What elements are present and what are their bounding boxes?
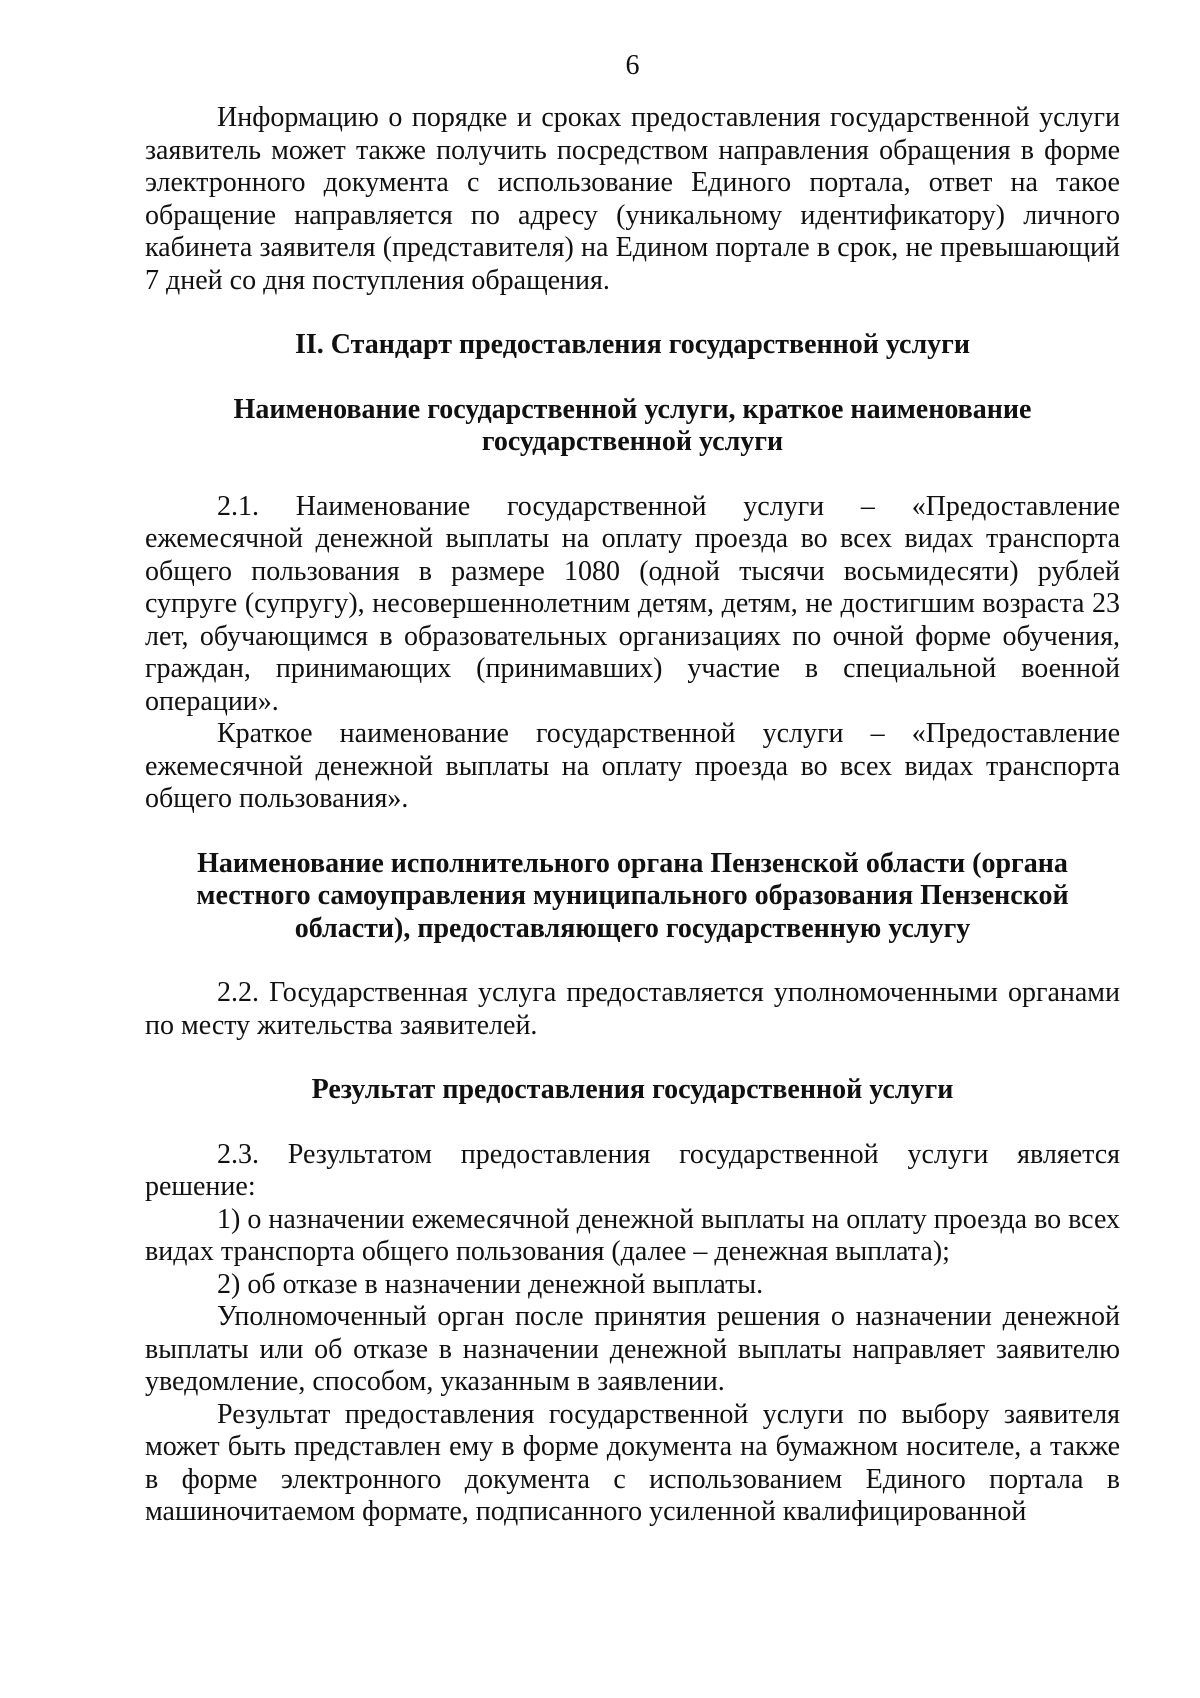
spacer — [145, 1042, 1120, 1074]
spacer — [145, 297, 1120, 329]
paragraph-2-1: 2.1. Наименование государственной услуги – «Предоставление ежемесячной денежной выплаты на оплату проезда во всех видах транспорта общего пользования в размере 1080 (одной тысячи восьмидесяти) рублей супруге (супругу), несовершеннолетним детям, детям, не достигшим возраста 23 лет, обучающимся в образовательных организациях по очной форме обучения, граждан, принимающих (принимавших) участие в специальной военной операции». — [145, 490, 1120, 717]
spacer — [145, 459, 1120, 491]
spacer — [145, 1107, 1120, 1139]
page-number: 6 — [625, 50, 640, 81]
subheading-service-result: Результат предоставления государственной услуги — [311, 1074, 954, 1105]
list-item-decision-refusal: 2) об отказе в назначении денежной выплаты. — [217, 1268, 764, 1300]
list-item-decision-grant: 1) о назначении ежемесячной денежной выплаты на оплату проезда во всех видах транспорта общего пользования (далее – денежная выплата); — [145, 1203, 1120, 1267]
paragraph-notification: Уполномоченный орган после принятия решения о назначении денежной выплаты или об отказе в назначении денежной выплаты направляет заявителю уведомление, способом, указанным в заявлении. — [145, 1301, 1120, 1397]
subheading-service-name: Наименование государственной услуги, краткое наименование государственной услуги — [233, 393, 1032, 457]
document-page — [145, 50, 1120, 1529]
subheading-executive-organ: Наименование исполнительного органа Пензенской области (органа местного самоуправления муниципального образования Пензенской области), предоставляющего государственную услугу — [196, 847, 1069, 944]
paragraph-short-name: Краткое наименование государственной услуги – «Предоставление ежемесячной денежной выплаты на оплату проезда во всех видах транспорта общего пользования». — [145, 718, 1120, 814]
paragraph-2-3: 2.3. Результатом предоставления государственной услуги является решение: — [145, 1138, 1120, 1202]
paragraph-info-request: Информацию о порядке и сроках предоставления государственной услуги заявитель может также получить посредством направления обращения в форме электронного документа с использование Единого портала, ответ на такое обращение направляется по адресу (уникальному идентификатору) личного кабинета заявителя (представителя) на Едином портале в срок, не превышающий 7 дней со дня поступления обращения. — [145, 102, 1120, 296]
spacer — [145, 945, 1120, 977]
paragraph-2-2: 2.2. Государственная услуга предоставляется уполномоченными органами по месту жительства заявителей. — [145, 977, 1120, 1041]
section-heading-standard: II. Стандарт предоставления государственной услуги — [294, 329, 971, 360]
spacer — [145, 816, 1120, 848]
spacer — [145, 362, 1120, 394]
paragraph-result-form: Результат предоставления государственной услуги по выбору заявителя может быть представлен ему в форме документа на бумажном носителе, а также в форме электронного документа с использованием Единого портала в машиночитаемом формате, подписанного усиленной квалифицированной — [145, 1398, 1120, 1527]
